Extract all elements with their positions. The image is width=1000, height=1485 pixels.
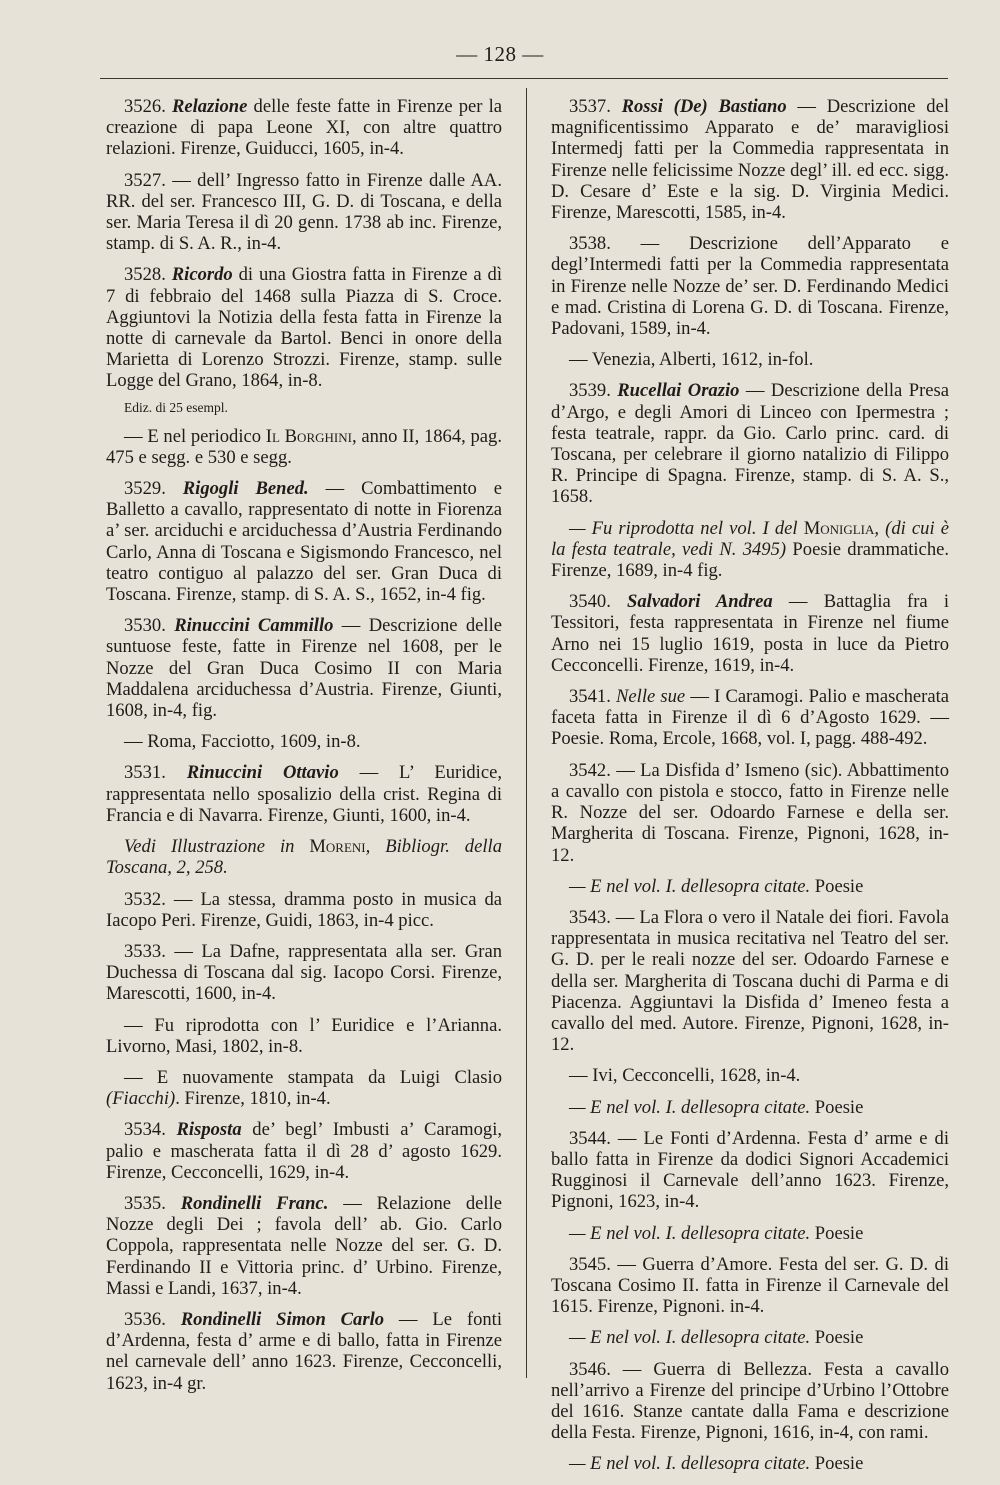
entry-author: Rossi (De) Bastiano — [621, 96, 787, 117]
entry-italic: (Fiacchi) — [106, 1088, 176, 1110]
entry-number: 3535. — [124, 1192, 181, 1214]
catalog-subentry — [106, 731, 502, 752]
catalog-entry — [106, 170, 502, 255]
entry-text: — Combattimento e Balletto a cavallo, rappresentato di notte in Fiorenza a’ ser. arciduchi e arciduchessa d’Austria Ferdinando Carlo, Anna di Toscana e Sigismondo Francesco, nel teatro contiguo al palazzo del ser. Gran Duca di Toscana. Firenze, stamp. di S. A. S., 1652, in-4 fig. — [106, 478, 502, 606]
entry-text: — L’ Euridice, rappresentata nello sposalizio della crist. Regina di Francia e di Navarra. Firenze, Giunti, 1600, in-4. — [106, 762, 502, 826]
entry-text: — Battaglia fra i Tessitori, festa rappresentata in Firenze nel fiume Arno nei 15 luglio 1619, posta in luce da Pietro Cecconcelli. Firenze, 1619, in-4. — [551, 591, 949, 676]
entry-italic-2: , Bibliogr. della Toscana, 2, 258. — [106, 836, 502, 879]
entry-smallcaps: Moreni — [309, 836, 366, 858]
entry-author: Relazione — [171, 96, 248, 117]
header-rule — [100, 78, 948, 79]
catalog-subentry — [551, 349, 949, 370]
entry-number: 3528. — [124, 264, 172, 286]
entry-author: Rinuccini Ottavio — [186, 762, 339, 784]
catalog-entry — [106, 1119, 502, 1183]
entry-author: Ricordo — [171, 264, 233, 286]
entry-number: 3541. — [569, 686, 616, 708]
entry-text: — Le fonti d’Ardenna, festa d’ arme e di ballo, fatta in Firenze nel carnevale dell’ anno 1623. Firenze, Cecconcelli, 1623, in-4 gr. — [106, 1308, 502, 1394]
catalog-subentry — [106, 426, 502, 468]
entry-number: 3534. — [124, 1119, 177, 1141]
entry-text: — Guerra di Bellezza. Festa a cavallo nell’arrivo a Firenze del principe d’Urbino l’Ottobre del 1616. Stanze cantate dalla Fama e descrizione della Festa. Firenze, Pignoni, 1616, in-4, con rami. — [551, 1358, 949, 1444]
entry-number: 3532. — [124, 888, 174, 910]
catalog-subentry — [106, 1067, 502, 1109]
catalog-entry — [551, 233, 949, 339]
entry-text: Poesie — [810, 1222, 864, 1244]
entry-text: Poesie — [810, 1327, 864, 1349]
catalog-subentry — [551, 1327, 949, 1348]
catalog-subentry — [551, 1065, 949, 1086]
entry-italic-2: sopra citate. — [717, 1096, 811, 1118]
entry-number: 3540. — [569, 591, 628, 613]
entry-prefix: — Roma, Facciotto, 1609, in-8. — [124, 731, 361, 753]
entry-text: Poesie — [810, 1453, 864, 1475]
catalog-entry — [106, 941, 502, 1005]
catalog-subentry — [551, 876, 949, 897]
entry-italic: — E nel vol. I. delle — [569, 1327, 718, 1349]
entry-text: — La stessa, dramma posto in musica da Iacopo Peri. Firenze, Guidi, 1863, in-4 picc. — [106, 888, 502, 931]
entry-text: Poesie — [810, 875, 864, 897]
entry-number: 3530. — [124, 615, 175, 637]
entry-italic: — E nel vol. I. delle — [569, 1453, 718, 1475]
entry-text: — La Dafne, rappresentata alla ser. Gran Duchessa di Toscana dal sig. Iacopo Corsi. Firenze, Marescotti, 1600, in-4. — [106, 940, 503, 1005]
catalog-entry — [551, 1254, 949, 1318]
entry-number: 3544. — [569, 1127, 618, 1149]
entry-italic-2: sopra citate. — [717, 875, 811, 897]
entry-number: 3536. — [124, 1308, 181, 1330]
catalog-entry — [551, 1128, 949, 1213]
entry-number: 3537. — [569, 96, 622, 117]
entry-text: — Descrizione del magnificentissimo Apparato e de’ maravigliosi Intermedj fatti per la Commedia rappresentata in Firenze nelle felicissime Nozze degl’ ill. ed ecc. sigg. D. Cesare d’ Este e la sig. D. Virginia Medici. Firenze, Marescotti, 1585, in-4. — [551, 96, 949, 224]
entry-prefix: — Ivi, Cecconcelli, 1628, in-4. — [569, 1065, 801, 1087]
entry-italic: Vedi Illustrazione in — [124, 836, 310, 858]
entry-text: delle feste fatte in Firenze per la creazione di papa Leone XI, con altre quattro relazioni. Firenze, Guiducci, 1605, in-4. — [106, 96, 503, 160]
entry-author: Rigogli Bened. — [182, 478, 309, 500]
entry-number: 3545. — [569, 1253, 618, 1275]
catalog-entry — [106, 615, 502, 721]
entry-text: de’ begl’ Imbusti a’ Caramogi, palio e mascherata fatta il dì 28 d’ agosto 1629. Firenze, Cecconcelli, 1629, in-4. — [106, 1119, 503, 1183]
page-number: — 128 — — [456, 42, 544, 66]
catalog-entry — [551, 760, 949, 866]
entry-prefix: — Venezia, Alberti, 1612, in-fol. — [569, 349, 814, 371]
entry-number: 3542. — [569, 759, 617, 781]
entry-author: Rondinelli Franc. — [180, 1192, 329, 1214]
catalog-entry — [106, 762, 502, 826]
entry-italic-2: sopra citate. — [717, 1222, 811, 1244]
entry-text: — Descrizione della Presa d’Argo, e degli Amori di Linceo con Ipermestra ; festa teatrale, rappr. da Gio. Carlo princ. card. di Toscana, per celebrare il giorno natalizio di Filippo R. Principe di Spagna. Firenze, stamp. di S. A. S., 1658. — [551, 380, 950, 508]
edition-note: Ediz. di 25 esempl. — [124, 399, 228, 415]
catalog-subentry — [106, 1015, 502, 1057]
catalog-entry — [551, 1359, 949, 1444]
entry-italic: — Fu riprodotta nel vol. I del — [569, 517, 804, 539]
entry-author: Rondinelli Simon Carlo — [180, 1308, 385, 1330]
left-column — [106, 96, 502, 1404]
entry-italic: — E nel vol. I. delle — [569, 1222, 718, 1244]
catalog-subentry — [551, 1097, 949, 1118]
catalog-subentry — [551, 518, 949, 582]
entry-number: 3538. — [569, 233, 641, 255]
entry-number: 3533. — [124, 940, 175, 962]
entry-text: — Guerra d’Amore. Festa del ser. G. D. di Toscana Cosimo II. fatta in Firenze il Carnevale del 1615. Firenze, Pignoni. in-4. — [551, 1253, 950, 1318]
entry-number: 3539. — [569, 380, 618, 402]
catalog-subentry — [551, 1223, 949, 1244]
entry-italic-2: , (di cui è la festa teatrale, vedi N. 3495) — [551, 517, 950, 560]
entry-number: 3529. — [124, 478, 183, 500]
entry-prefix: — E nuovamente stampata da Luigi Clasio — [124, 1066, 502, 1088]
entry-smallcaps: Il Borghini — [265, 425, 352, 447]
entry-text: — Le Fonti d’Ardenna. Festa d’ arme e di ballo fatta in Firenze da dodici Signori Accademici Rugginosi il Carnevale dell’anno 1623. Firenze, Pignoni, 1623, in-4. — [551, 1127, 950, 1213]
entry-text: , anno II, 1864, pag. 475 e segg. e 530 e segg. — [106, 425, 503, 468]
entry-text: — La Flora o vero il Natale dei fiori. Favola rappresentata in musica recitativa nel Teatro del ser. G. D. per le reali nozze del ser. Odoardo Farnese e della ser. Margherita di Toscana duchi di Parma e di Piacenza. Aggiuntavi la Disfida d’ Imeneo festa a cavallo del med. Autore. Firenze, Pignoni, 1628, in-12. — [551, 906, 949, 1056]
entry-text-2: Poesie. Roma, Ercole, 1668, vol. I, pagg. 488-492. — [551, 728, 928, 750]
column-divider — [526, 88, 527, 1378]
catalog-subentry — [106, 836, 502, 878]
entry-author: Rinuccini Cammillo — [174, 615, 334, 637]
catalog-subentry — [551, 1453, 949, 1474]
entry-text: Poesie — [810, 1096, 864, 1118]
catalog-entry — [551, 591, 949, 676]
right-column — [551, 96, 949, 1485]
entry-text: — La Disfida d’ Ismeno (sic). Abbattimento a cavallo con pistola e stocco, fatto in Firenze nelle R. Nozze del ser. Odoardo Farnese e della ser. Margherita di Toscana. Firenze, Pignoni, 1628, in-12. — [551, 759, 949, 866]
entry-smallcaps: Moniglia — [803, 517, 875, 539]
catalog-entry — [551, 96, 949, 223]
entry-author: Risposta — [176, 1119, 242, 1141]
entry-text: — Relazione delle Nozze degli Dei ; favola dell’ ab. Gio. Carlo Coppola, rappresentata nelle Nozze del ser. G. D. Ferdinando II e Vittoria princ. d’ Urbino. Firenze, Massi e Landi, 1637, in-4. — [106, 1192, 503, 1299]
catalog-entry — [106, 96, 502, 160]
catalog-entry — [551, 907, 949, 1055]
entry-prefix: — Fu riprodotta con l’ Euridice e l’Arianna. Livorno, Masi, 1802, in-8. — [106, 1014, 502, 1057]
entry-number: 3527. — [124, 169, 173, 191]
catalog-entry — [106, 264, 502, 391]
catalog-entry — [551, 686, 949, 750]
entry-number: 3543. — [569, 906, 616, 928]
catalog-entry — [106, 478, 502, 605]
entry-number: 3546. — [569, 1358, 623, 1380]
entry-italic-2: sopra citate. — [717, 1453, 811, 1475]
entry-text: . Firenze, 1810, in-4. — [175, 1088, 331, 1110]
entry-text: Poesie drammatiche. Firenze, 1689, in-4 fig. — [551, 538, 950, 582]
catalog-entry — [106, 889, 502, 931]
entry-number: 3526. — [124, 96, 172, 117]
entry-italic: Nelle sue — [616, 686, 686, 708]
entry-text: — I Caramogi. Palio e mascherata faceta fatta in Firenze il dì 6 d’Agosto 1629. — — [551, 686, 949, 729]
catalog-entry — [551, 380, 949, 507]
entry-number: 3531. — [124, 762, 187, 784]
catalog-entry — [106, 1193, 502, 1299]
entry-author: Salvadori Andrea — [627, 591, 773, 613]
entry-italic-2: sopra citate. — [717, 1327, 811, 1349]
entry-prefix: — E nel periodico — [124, 425, 266, 447]
entry-italic: — E nel vol. I. delle — [569, 875, 718, 897]
entry-author: Rucellai Orazio — [617, 380, 740, 402]
entry-text: — dell’ Ingresso fatto in Firenze dalle AA. RR. del ser. Francesco III, G. D. di Toscana, e della ser. Maria Teresa il dì 20 genn. 1738 ab inc. Firenze, stamp. di S. A. R., in-4. — [106, 169, 503, 255]
entry-italic: — E nel vol. I. delle — [569, 1096, 718, 1118]
catalog-entry — [106, 1309, 502, 1394]
entry-text: — Descrizione delle suntuose feste, fatte in Firenze nel 1608, per le Nozze del Gran Duca Cosimo II con Maria Maddalena arciduchessa d’Austria. Firenze, Giunti, 1608, in-4, fig. — [106, 615, 503, 722]
entry-text: — Descrizione dell’Apparato e degl’Intermedi fatti per la Commedia rappresentata in Firenze nelle Nozze de’ ser. D. Ferdinando Medici e mad. Cristina di Lorena G. D. di Toscana. Firenze, Padovani, 1589, in-4. — [551, 233, 949, 340]
entry-text: di una Giostra fatta in Firenze a dì 7 di febbraio del 1468 sulla Piazza di S. Croce. Aggiuntovi la Notizia della festa fatta in Firenze la notte di carnevale da Bartol. Benci in onore della Marietta di Lorenzo Strozzi. Firenze, stamp. sulle Logge del Grano, 1864, in-8. — [106, 264, 502, 392]
